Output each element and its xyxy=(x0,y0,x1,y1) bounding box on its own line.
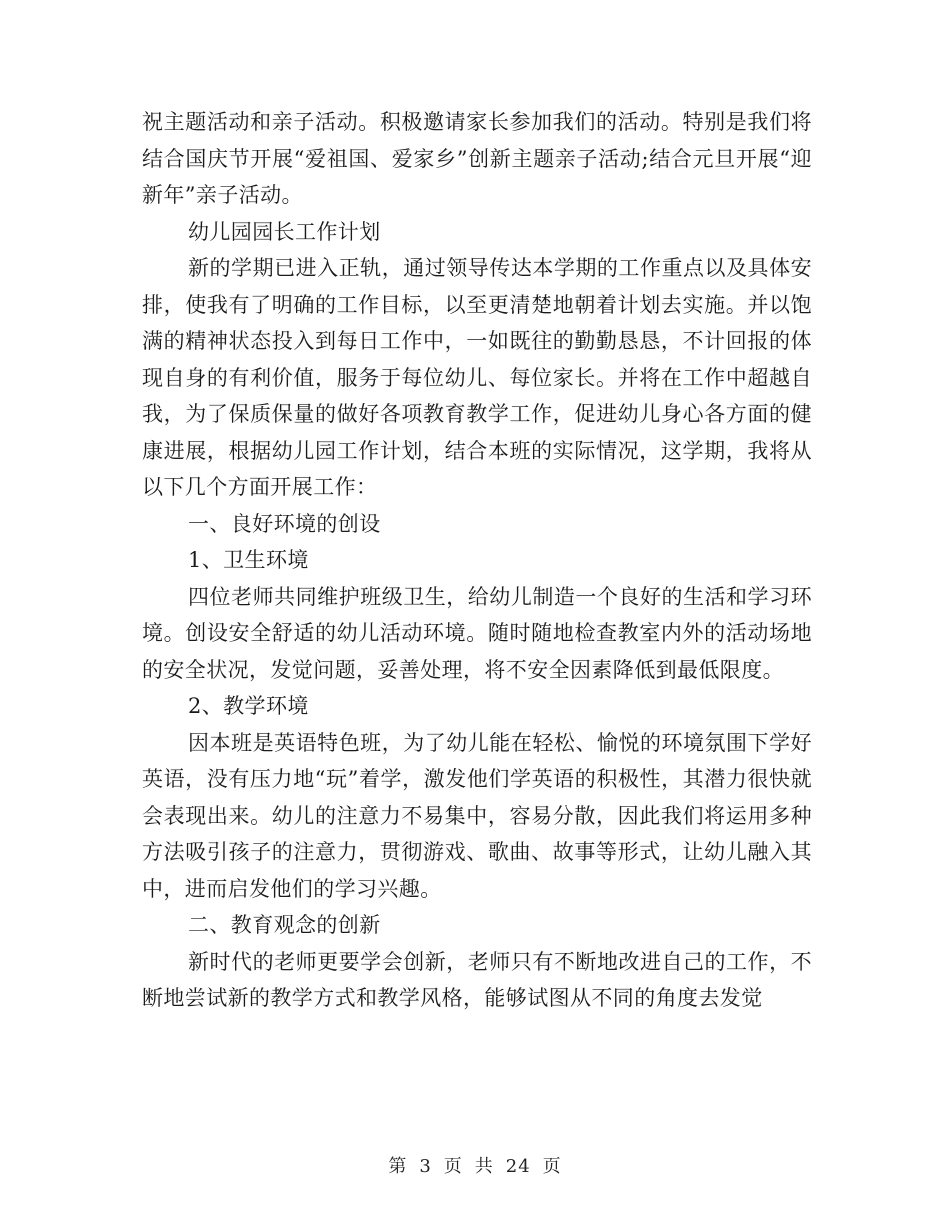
total-pages-number: 24 xyxy=(505,1156,531,1177)
current-page-number: 3 xyxy=(419,1156,432,1177)
subsection-heading-teaching: 2、教学环境 xyxy=(188,694,309,718)
page-label-prefix: 第 xyxy=(388,1156,408,1177)
total-label: 共 xyxy=(474,1156,494,1177)
paragraph-innovation: 新时代的老师更要学会创新，老师只有不断地改进自己的工作，不断地尝试新的教学方式和教学风格，能够试图从不同的角度去发觉 xyxy=(142,949,812,1010)
page-label-mid: 页 xyxy=(443,1156,463,1177)
document-body xyxy=(142,104,812,1017)
paragraph-teaching: 因本班是英语特色班，为了幼儿能在轻松、愉悦的环境氛围下学好英语，没有压力地“玩”着学，激发他们学英语的积极性，其潜力很快就会表现出来。幼儿的注意力不易集中，容易分散，因此我们将运用多种方法吸引孩子的注意力，贯彻游戏、歌曲、故事等形式，让幼儿融入其中，进而启发他们的学习兴趣。 xyxy=(142,730,812,901)
page-label-suffix: 页 xyxy=(542,1156,562,1177)
paragraph-intro: 新的学期已进入正轨，通过领导传达本学期的工作重点以及具体安排，使我有了明确的工作目标，以至更清楚地朝着计划去实施。并以饱满的精神状态投入到每日工作中，一如既往的勤勤恳恳，不计回报的体现自身的有利价值，服务于每位幼儿、每位家长。并将在工作中超越自我，为了保质保量的做好各项教育教学工作，促进幼儿身心各方面的健康进展，根据幼儿园工作计划，结合本班的实际情况，这学期，我将从以下几个方面开展工作： xyxy=(142,256,812,499)
paragraph-hygiene: 四位老师共同维护班级卫生，给幼儿制造一个良好的生活和学习环境。创设安全舒适的幼儿活动环境。随时随地检查教室内外的活动场地的安全状况，发觉问题，妥善处理，将不安全因素降低到最低限度。 xyxy=(142,584,812,682)
document-heading: 幼儿园园长工作计划 xyxy=(188,219,381,244)
subsection-heading-hygiene: 1、卫生环境 xyxy=(188,548,309,572)
paragraph-continuation: 祝主题活动和亲子活动。积极邀请家长参加我们的活动。特别是我们将结合国庆节开展“爱祖国、爱家乡”创新主题亲子活动;结合元旦开展“迎新年”亲子活动。 xyxy=(142,110,812,207)
section-heading-innovation: 二、教育观念的创新 xyxy=(188,913,381,937)
section-heading-environment: 一、良好环境的创设 xyxy=(188,511,381,536)
page-footer xyxy=(0,1152,950,1178)
